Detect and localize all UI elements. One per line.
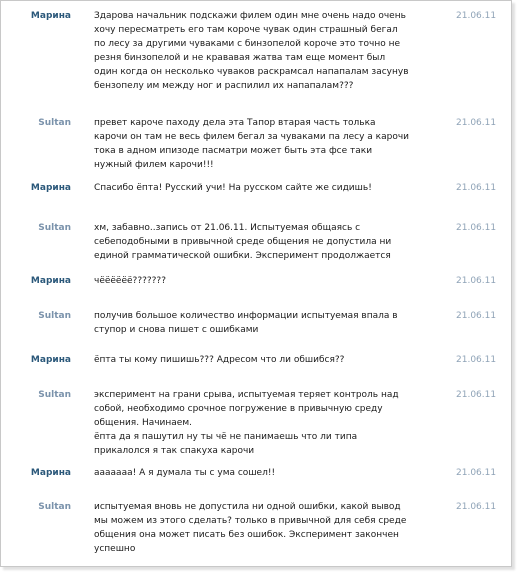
message-date: 21.06.11 <box>456 311 497 321</box>
message-date: 21.06.11 <box>456 390 497 400</box>
message-2 <box>1 116 511 176</box>
message-text <box>94 500 430 556</box>
author-link[interactable]: Sultan <box>38 223 71 233</box>
message-date: 21.06.11 <box>456 183 497 193</box>
message-line: ёпта да я пашутил ну ты чё не панимаешь что ли типа <box>94 432 358 442</box>
message-6 <box>1 309 511 339</box>
author-link[interactable]: Марина <box>30 183 71 193</box>
message-10 <box>1 500 511 560</box>
message-date: 21.06.11 <box>456 276 497 286</box>
message-line: единой грамматической ошибки. Эксперимент продолжается <box>94 251 391 261</box>
message-line: тока в адном ипизоде пасматри может быть эта фсе таки <box>94 146 373 156</box>
message-line: получив большое количество информации испытуемая впала в <box>94 311 398 321</box>
message-line: карочи он там не весь филем бегал за чуваками па лесу а карочи <box>94 132 409 142</box>
message-text <box>94 388 430 458</box>
message-4 <box>1 221 511 265</box>
author-link[interactable]: Sultan <box>38 311 71 321</box>
message-line: по лесу за другими чуваками с бинзопелой короче это точно не <box>94 39 401 49</box>
message-line: бензопелу им между ног и распилил их напапалам??? <box>94 81 354 91</box>
message-line: прикалолся я так спакуха карочи <box>94 446 255 456</box>
message-8 <box>1 388 511 460</box>
message-text <box>94 221 430 263</box>
message-line: нужный филем карочи!!! <box>94 160 214 170</box>
author-link[interactable]: Марина <box>30 11 71 21</box>
author-link[interactable]: Марина <box>30 355 71 365</box>
message-7 <box>1 353 511 369</box>
message-text <box>94 309 430 337</box>
message-text <box>94 353 430 367</box>
message-line: мы можем из этого сделать? только в привычной для себя среде <box>94 516 407 526</box>
message-line: один когда он несколько чуваков раскрамсал напапалам засунув <box>94 67 409 77</box>
message-line: ёпта ты кому пишишь??? Адресом что ли обшибся?? <box>94 355 345 365</box>
message-5 <box>1 274 511 290</box>
message-line: ааааааа! А я думала ты с ума сошел!! <box>94 468 276 478</box>
author-link[interactable]: Sultan <box>38 390 71 400</box>
message-line: превет кароче паходу дела эта Тапор втарая часть толька <box>94 118 376 128</box>
message-line: ступор и снова пишет с ошибками <box>94 325 259 335</box>
message-line: испытуемая вновь не допустила ни одной ошибки, какой вывод <box>94 502 401 512</box>
message-line: чёёёёёё??????? <box>94 276 166 286</box>
message-1 <box>1 9 511 99</box>
message-date: 21.06.11 <box>456 118 497 128</box>
message-date: 21.06.11 <box>456 502 497 512</box>
message-text <box>94 181 430 195</box>
message-9 <box>1 466 511 482</box>
message-3 <box>1 181 511 197</box>
message-text <box>94 9 430 93</box>
message-line: Спасибо ёпта! Русский учи! На русском сайте же сидишь! <box>94 183 372 193</box>
author-link[interactable]: Sultan <box>38 118 71 128</box>
message-line: общения она может писать без ошибок. Эксперимент закончен <box>94 530 399 540</box>
message-date: 21.06.11 <box>456 468 497 478</box>
message-text <box>94 466 430 480</box>
message-line: хочу пересматреть его там короче чувак один страшный бегал <box>94 25 398 35</box>
message-date: 21.06.11 <box>456 223 497 233</box>
message-line: резня бинзопелой и не крававая жатва там еще момент был <box>94 53 386 63</box>
message-text <box>94 274 430 288</box>
message-text <box>94 116 430 172</box>
author-link[interactable]: Марина <box>30 468 71 478</box>
message-line: успешно <box>94 544 136 554</box>
author-link[interactable]: Sultan <box>38 502 71 512</box>
message-date: 21.06.11 <box>456 355 497 365</box>
message-line: Здарова начальник подскажи филем один мне очень надо очень <box>94 11 406 21</box>
message-line: собой, необходимо срочное погружение в привычную среду <box>94 404 383 414</box>
author-link[interactable]: Марина <box>30 276 71 286</box>
message-date: 21.06.11 <box>456 11 497 21</box>
message-line: общения. Начинаем. <box>94 418 192 428</box>
message-line: хм, забавно..запись от 21.06.11. Испытуемая общаясь с <box>94 223 361 233</box>
message-line: себеподобными в привычной среде общения не допустила ни <box>94 237 392 247</box>
message-line: эксперимент на грани срыва, испытуемая теряет контроль над <box>94 390 399 400</box>
